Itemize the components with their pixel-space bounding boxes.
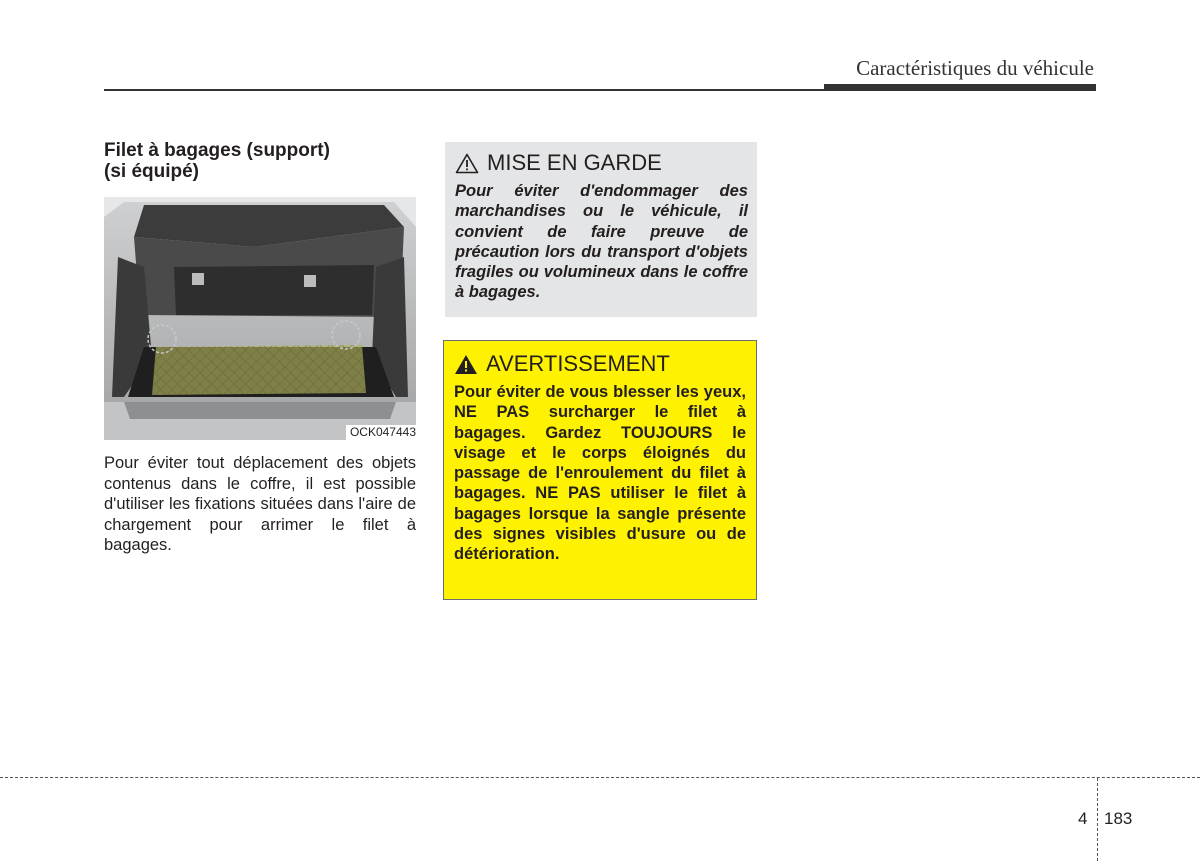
section-title bbox=[104, 140, 404, 182]
figure-caption: OCK047443 bbox=[346, 425, 416, 440]
page-number: 183 bbox=[1104, 809, 1133, 828]
warning-triangle-filled-icon bbox=[454, 354, 478, 375]
footer-divider bbox=[0, 777, 1200, 778]
warning-triangle-outline-icon bbox=[455, 153, 479, 174]
caution-text: Pour éviter d'endommager des marchandises ou le véhicule, il convient de faire preuve de précaution lors du transport d'objets fragiles ou volumineux dans le coffre à bagages. bbox=[455, 182, 748, 302]
caution-heading bbox=[455, 150, 748, 176]
header-rule-accent bbox=[824, 84, 1096, 91]
warning-text: Pour éviter de vous blesser les yeux, NE PAS surcharger le filet à bagages. Gardez TOUJOURS le visage et le corps éloignés du passage de l'enroulement du filet à bagages. NE PAS utiliser le filet à bagages lorsque la sangle présente des signes visibles d'usure ou de détérioration. bbox=[454, 383, 746, 564]
warning-box bbox=[443, 340, 757, 600]
footer-vertical-divider bbox=[1097, 778, 1098, 861]
chapter-number: 4 bbox=[1078, 809, 1088, 828]
cargo-net-illustration bbox=[104, 197, 416, 440]
section-title-line2: (si équipé) bbox=[104, 161, 200, 182]
page-header-title: Caractéristiques du véhicule bbox=[856, 56, 1094, 80]
warning-heading bbox=[454, 351, 746, 377]
body-paragraph: Pour éviter tout déplacement des objets contenus dans le coffre, il est possible d'utiliser les fixations situées dans l'aire de chargement pour arrimer le filet à bagages. bbox=[104, 454, 416, 554]
section-title-line1: Filet à bagages (support) bbox=[104, 140, 330, 161]
trunk-illustration bbox=[104, 197, 416, 440]
caution-box bbox=[445, 142, 757, 317]
caution-title: MISE EN GARDE bbox=[487, 150, 662, 175]
warning-title: AVERTISSEMENT bbox=[486, 351, 670, 376]
